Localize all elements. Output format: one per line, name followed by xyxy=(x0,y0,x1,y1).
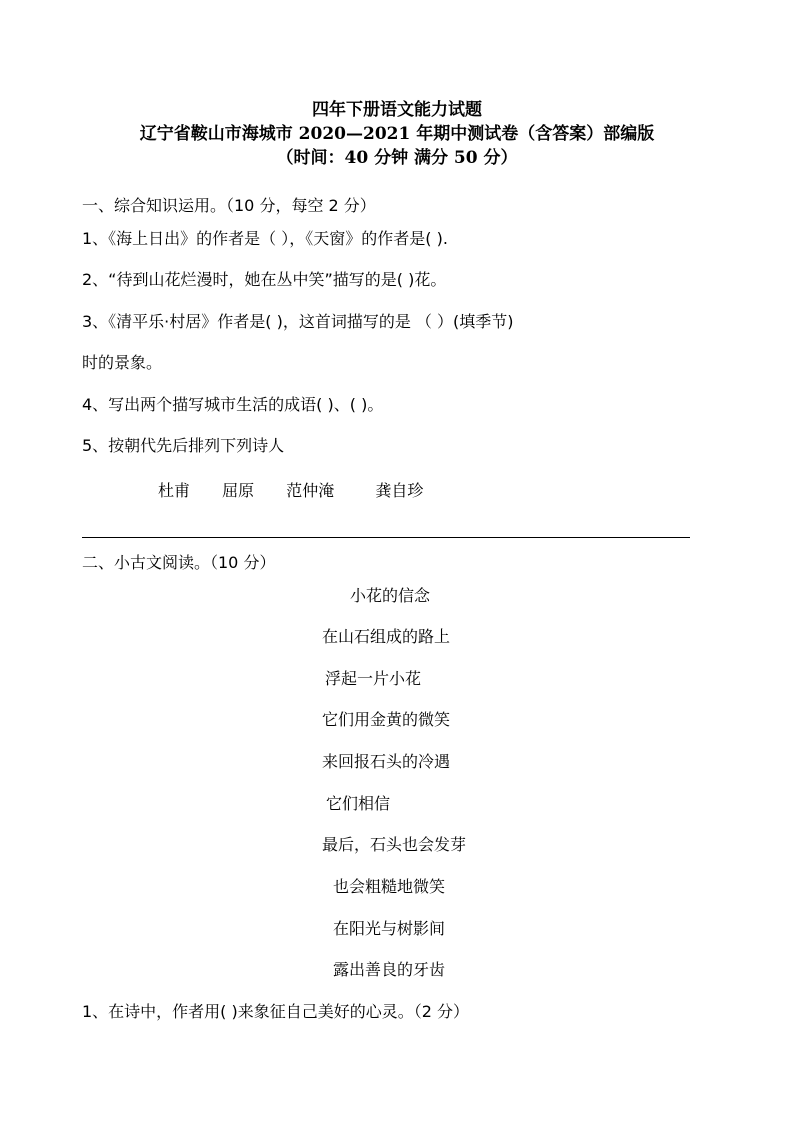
poem-title: 小花的信念 xyxy=(350,586,431,605)
poet-item: 杜甫 xyxy=(158,481,191,500)
poet-item: 龚自珍 xyxy=(375,481,424,500)
question-1-2: 2、“待到山花烂漫时，她在丛中笑”描写的是( )花。 xyxy=(82,270,447,289)
section-divider xyxy=(82,537,690,538)
exam-header xyxy=(0,98,794,170)
exam-subtitle: 辽宁省鞍山市海城市 2020—2021 年期中测试卷（含答案）部编版 xyxy=(139,124,655,144)
poet-item: 屈原 xyxy=(222,481,255,500)
poem-line: 它们用金黄的微笑 xyxy=(322,710,451,729)
poem-line: 最后，石头也会发芽 xyxy=(322,835,467,854)
section1-heading: 一、综合知识运用。（10 分，每空 2 分） xyxy=(82,196,376,215)
poem-line: 露出善良的牙齿 xyxy=(333,960,446,979)
question-1-5: 5、按朝代先后排列下列诗人 xyxy=(82,436,285,455)
question-1-1: 1、《海上日出》的作者是（ ），《天窗》的作者是( ). xyxy=(82,229,448,248)
poet-list xyxy=(158,478,450,501)
poem-line: 来回报石头的冷遇 xyxy=(322,752,451,771)
section2-heading: 二、小古文阅读。（10 分） xyxy=(82,553,276,572)
question-2-1: 1、在诗中，作者用( )来象征自己美好的心灵。（2 分） xyxy=(82,1002,470,1021)
poem-line: 在阳光与树影间 xyxy=(333,919,446,938)
question-1-3: 3、《清平乐·村居》作者是( )，这首词描写的是 （ ）(填季节) xyxy=(82,312,514,331)
poem-line: 它们相信 xyxy=(326,794,391,813)
poem-line: 也会粗糙地微笑 xyxy=(333,877,446,896)
poem-line: 在山石组成的路上 xyxy=(322,627,451,646)
exam-title: 四年下册语文能力试题 xyxy=(312,100,482,120)
exam-time-score: （时间：40 分钟 满分 50 分） xyxy=(276,148,518,168)
question-1-4: 4、写出两个描写城市生活的成语( )、( )。 xyxy=(82,395,384,414)
poem-line: 浮起一片小花 xyxy=(325,669,422,688)
poet-item: 范仲淹 xyxy=(286,481,335,500)
question-1-3-cont: 时的景象。 xyxy=(82,353,163,372)
